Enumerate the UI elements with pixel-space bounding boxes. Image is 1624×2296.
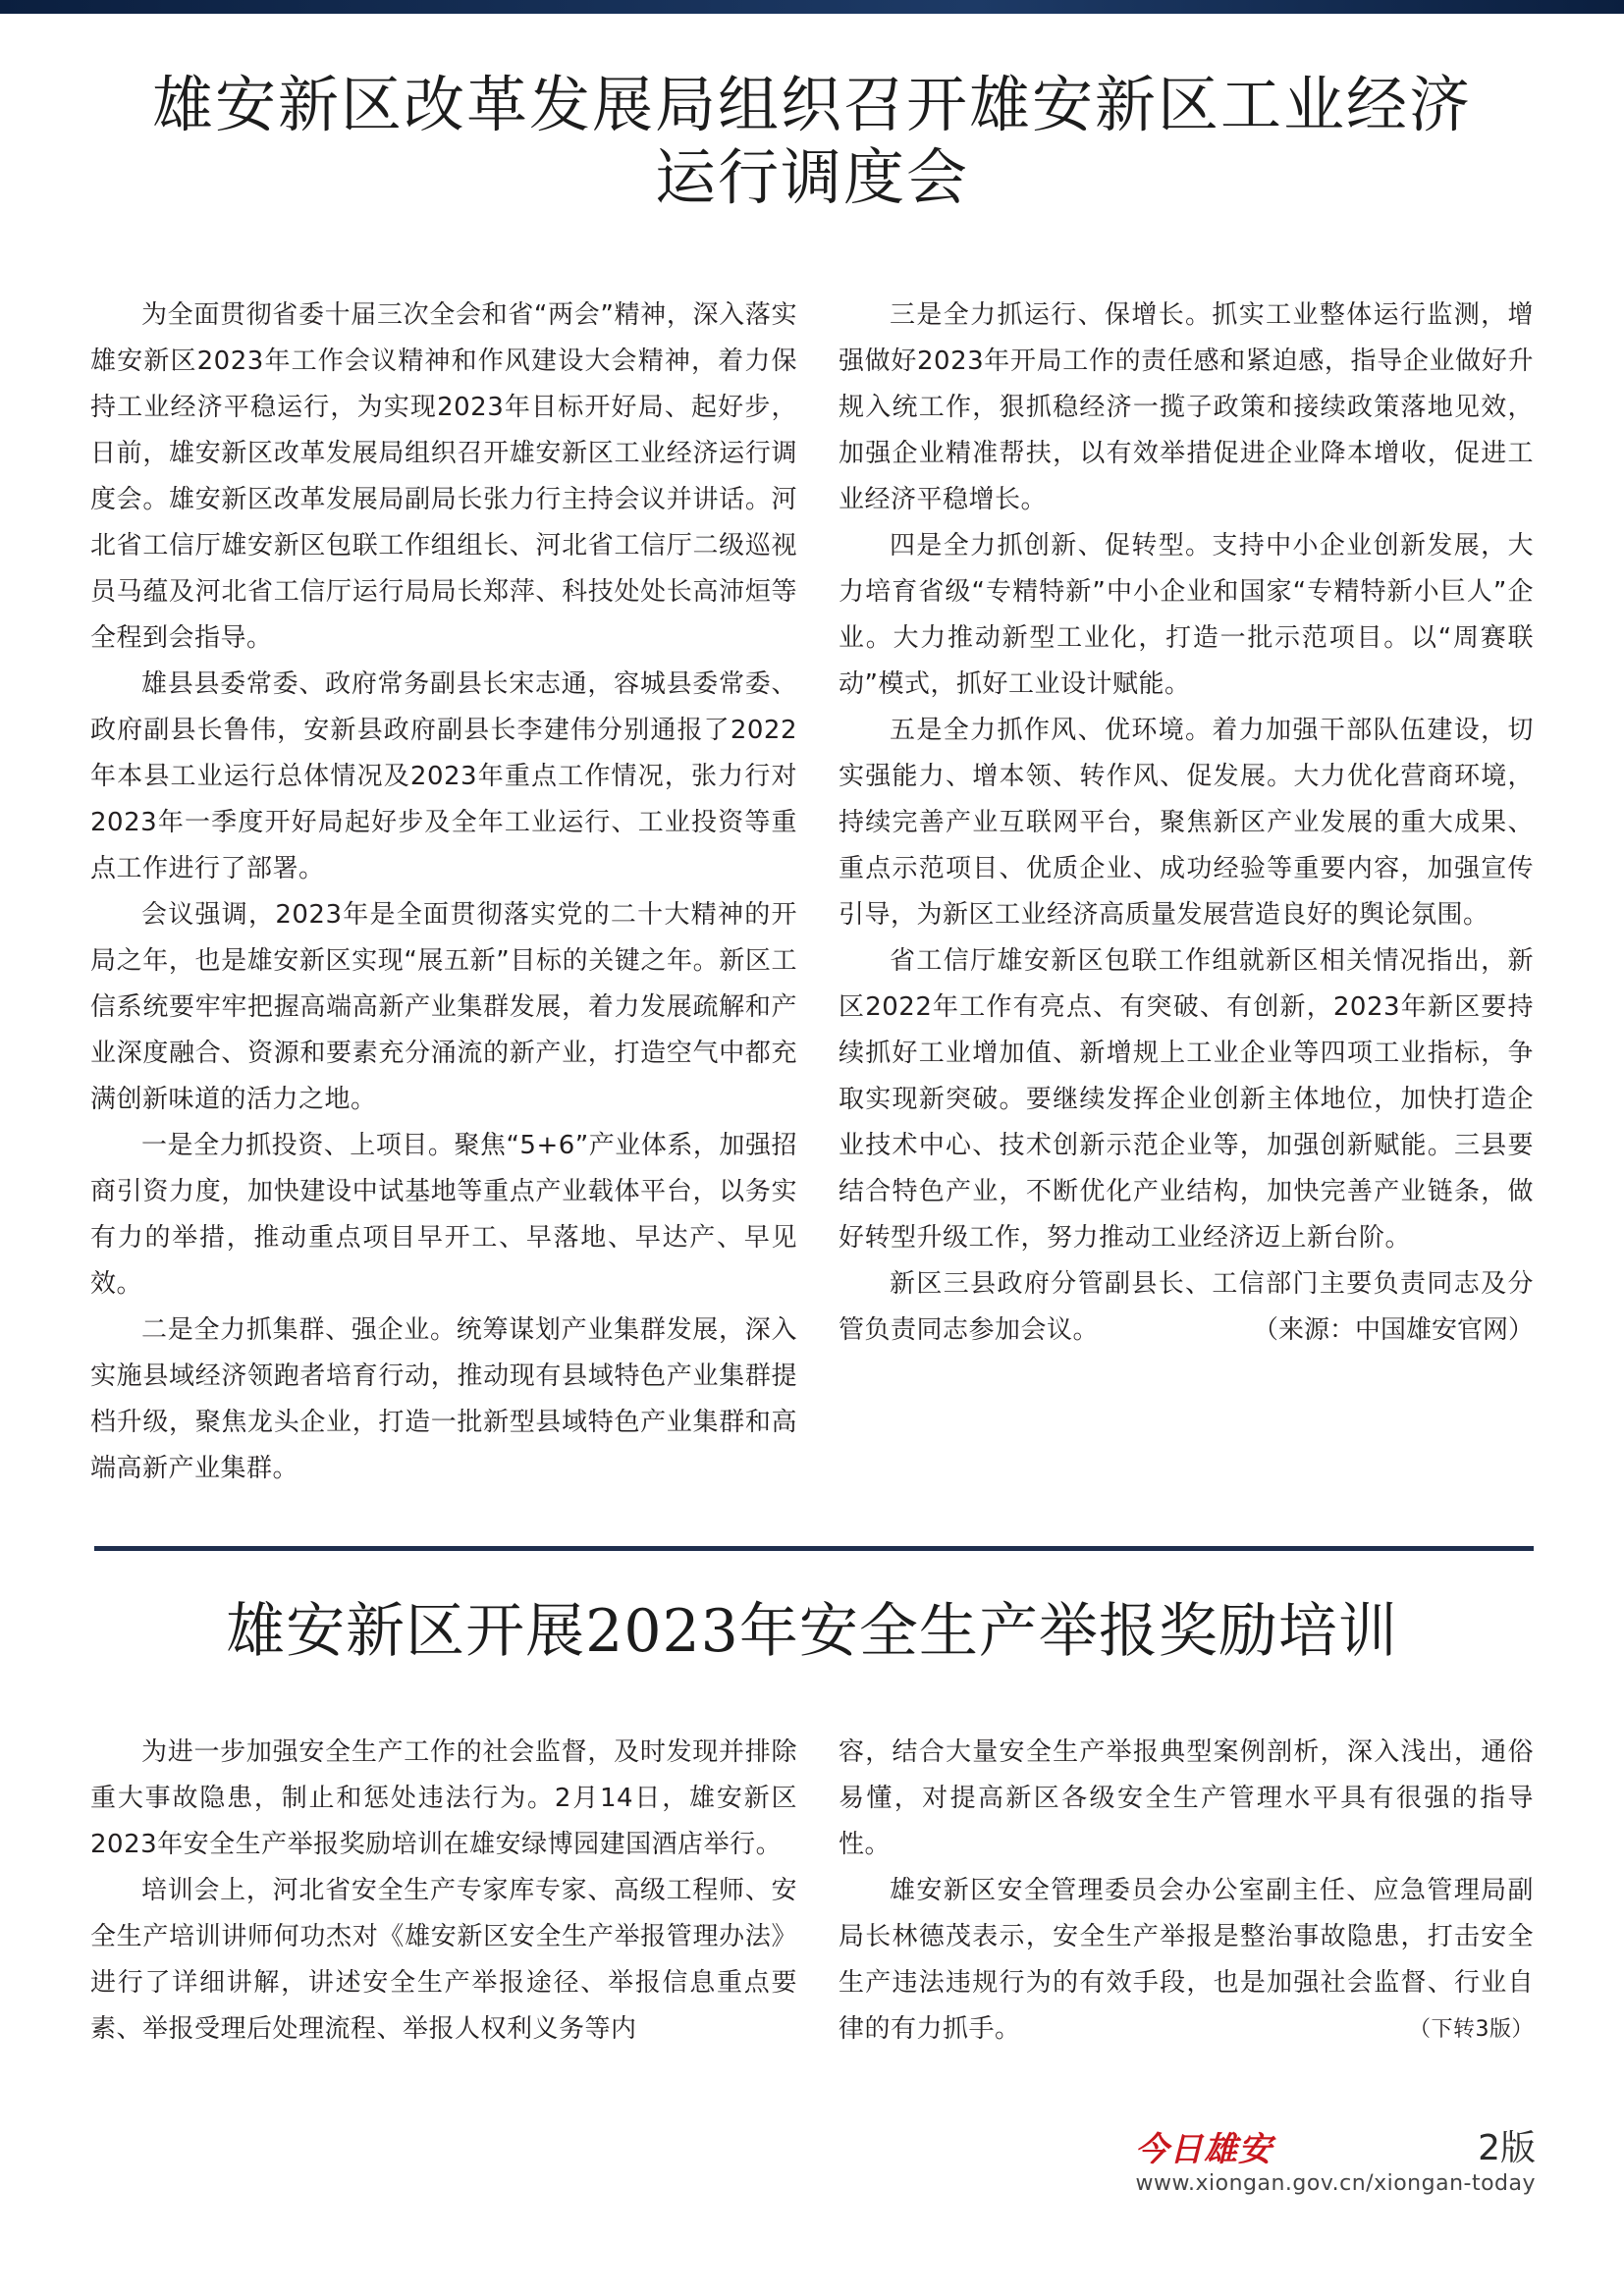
- article1-title-line2: 运行调度会: [654, 141, 969, 213]
- article1-title: [59, 69, 1565, 214]
- article1-column-right: [839, 293, 1534, 1354]
- article1-column-left: [90, 293, 797, 1492]
- article1-paragraph: 会议强调，2023年是全面贯彻落实党的二十大精神的开局之年，也是雄安新区实现“展五新”目标的关键之年。新区工信系统要牢牢把握高端高新产业集群发展，着力发展疏解和产业深度融合、资源和要素充分涌流的新产业，打造空气中都充满创新味道的活力之地。: [90, 900, 797, 1114]
- article1-paragraph: 省工信厅雄安新区包联工作组就新区相关情况指出，新区2022年工作有亮点、有突破、有创新，2023年新区要持续抓好工业增加值、新增规上工业企业等四项工业指标，争取实现新突破。要继续发挥企业创新主体地位，加快打造企业技术中心、技术创新示范企业等，加强创新赋能。三县要结合特色产业，不断优化产业结构，加快完善产业链条，做好转型升级工作，努力推动工业经济迈上新台阶。: [839, 946, 1534, 1253]
- article1-paragraph: 四是全力抓创新、促转型。支持中小企业创新发展，大力培育省级“专精特新”中小企业和国家“专精特新小巨人”企业。大力推动新型工业化，打造一批示范项目。以“周赛联动”模式，抓好工业设计赋能。: [839, 531, 1534, 699]
- website-url: www.xiongan.gov.cn/xiongan-today: [1135, 2171, 1536, 2196]
- article2-continued-note: （下转3版）: [1409, 2017, 1534, 2042]
- article2-closing-text: 雄安新区安全管理委员会办公室副主任、应急管理局副局长林德茂表示，安全生产举报是整治事故隐患，打击安全生产违法违规行为的有效手段，也是加强社会监督、行业自律的有力抓手。: [839, 1876, 1534, 2044]
- article1-paragraph: 三是全力抓运行、保增长。抓实工业整体运行监测，增强做好2023年开局工作的责任感和紧迫感，指导企业做好升规入统工作，狠抓稳经济一揽子政策和接续政策落地见效，加强企业精准帮扶，以有效举措促进企业降本增收，促进工业经济平稳增长。: [839, 300, 1534, 514]
- article1-paragraph: 雄县县委常委、政府常务副县长宋志通，容城县委常委、政府副县长鲁伟，安新县政府副县长李建伟分别通报了2022年本县工业运行总体情况及2023年重点工作情况，张力行对2023年一季度开好局起好步及全年工业运行、工业投资等重点工作进行了部署。: [90, 669, 797, 883]
- article1-paragraph: 五是全力抓作风、优环境。着力加强干部队伍建设，切实强能力、增本领、转作风、促发展。大力优化营商环境，持续完善产业互联网平台，聚焦新区产业发展的重大成果、重点示范项目、优质企业、成功经验等重要内容，加强宣传引导，为新区工业经济高质量发展营造良好的舆论氛围。: [839, 716, 1534, 930]
- article2-paragraph-continued: 容，结合大量安全生产举报典型案例剖析，深入浅出，通俗易懂，对提高新区各级安全生产管理水平具有很强的指导性。: [839, 1737, 1534, 1859]
- top-banner-bar: [0, 0, 1624, 14]
- article2-paragraph: 培训会上，河北省安全生产专家库专家、高级工程师、安全生产培训讲师何功杰对《雄安新区安全生产举报管理办法》进行了详细讲解，讲述安全生产举报途径、举报信息重点要素、举报受理后处理流程、举报人权利义务等内: [90, 1876, 797, 2044]
- article2-title: 雄安新区开展2023年安全生产举报奖励培训: [226, 1597, 1398, 1666]
- article1-paragraph: 一是全力抓投资、上项目。聚焦“5+6”产业体系，加强招商引资力度，加快建设中试基地等重点产业载体平台，以务实有力的举措，推动重点项目早开工、早落地、早达产、早见效。: [90, 1131, 797, 1299]
- section-divider: [94, 1546, 1534, 1551]
- page-number: 2版: [1478, 2128, 1536, 2168]
- article1-paragraph: 二是全力抓集群、强企业。统筹谋划产业集群发展，深入实施县域经济领跑者培育行动，推动现有县域特色产业集群提档升级，聚焦龙头企业，打造一批新型县域特色产业集群和高端高新产业集群。: [90, 1315, 797, 1483]
- article1-closing-text: 新区三县政府分管副县长、工信部门主要负责同志及分管负责同志参加会议。: [839, 1269, 1534, 1345]
- article2-column-right: [839, 1730, 1534, 2053]
- article1-title-line1: 雄安新区改革发展局组织召开雄安新区工业经济: [151, 69, 1472, 140]
- article1-closing-paragraph: [839, 1261, 1534, 1354]
- article2-closing-paragraph: [839, 1868, 1534, 2053]
- newspaper-brand-logo: 今日雄安: [1135, 2130, 1272, 2169]
- article1-source: （来源：中国雄安官网）: [1252, 1315, 1534, 1345]
- article1-paragraph: 为全面贯彻省委十届三次全会和省“两会”精神，深入落实雄安新区2023年工作会议精神和作风建设大会精神，着力保持工业经济平稳运行，为实现2023年目标开好局、起好步，日前，雄安新区改革发展局组织召开雄安新区工业经济运行调度会。雄安新区改革发展局副局长张力行主持会议并讲话。河北省工信厅雄安新区包联工作组组长、河北省工信厅二级巡视员马蕴及河北省工信厅运行局局长郑萍、科技处处长高沛烜等全程到会指导。: [90, 300, 797, 653]
- article2-column-left: [90, 1730, 797, 2053]
- article2-paragraph: 为进一步加强安全生产工作的社会监督，及时发现并排除重大事故隐患，制止和惩处违法行为。2月14日，雄安新区2023年安全生产举报奖励培训在雄安绿博园建国酒店举行。: [90, 1737, 797, 1859]
